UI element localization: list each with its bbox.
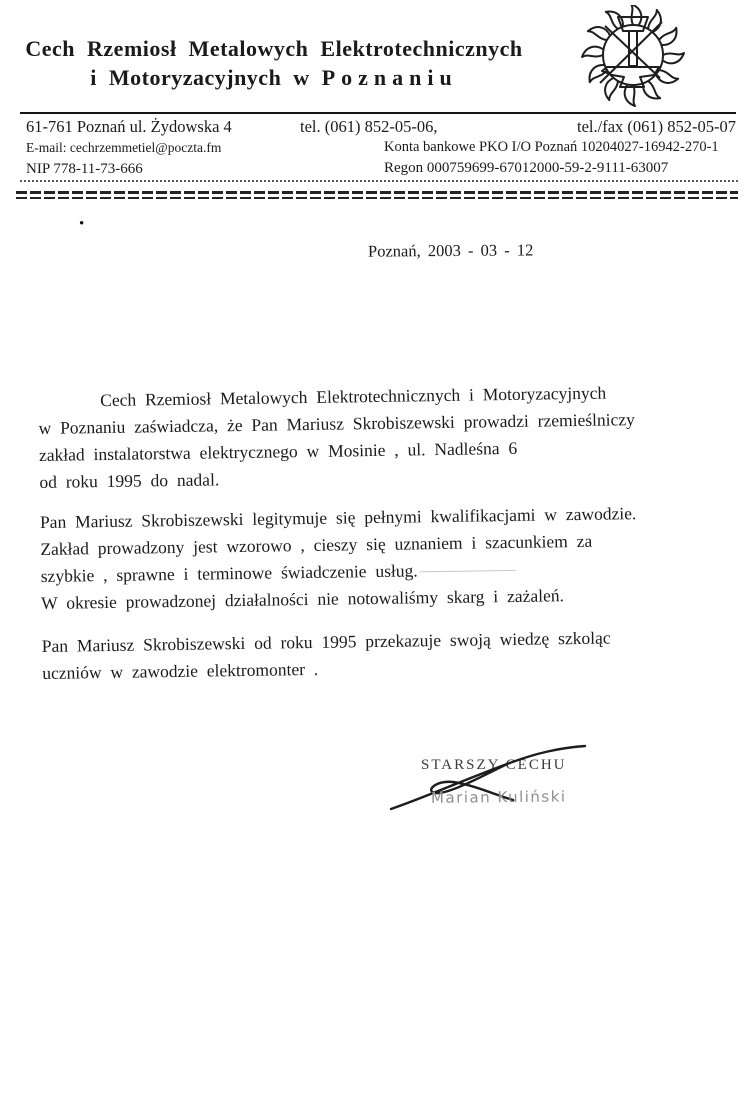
faded-underline [420, 570, 516, 572]
contact-block-left [26, 118, 232, 177]
body-line: szybkie , sprawne i terminowe świadczenie usług. [41, 553, 721, 590]
contact-block-right [300, 118, 736, 177]
signer-role: STARSZY CECHU [421, 757, 567, 773]
body-line: zakład instalatorstwa elektrycznego w Mosinie , ul. Nadleśna 6 [38, 437, 518, 465]
body-line: Zakład prowadzony jest wzorowo , cieszy się uznaniem i szacunkiem za [40, 530, 593, 559]
body-line: W okresie prowadzonej działalności nie notowaliśmy skarg i zażaleń. [41, 585, 565, 613]
organization-title [0, 34, 548, 92]
postal-address: 61-761 Poznań ul. Żydowska 4 [26, 117, 232, 136]
handwritten-signature-icon [381, 737, 601, 830]
email-address: E-mail: cechrzemmetiel@poczta.fm [26, 140, 222, 156]
paragraph-1 [38, 378, 720, 496]
paragraph-3 [42, 623, 723, 687]
body-line: Pan Mariusz Skrobiszewski od roku 1995 przekazuje swoją wiedzę szkoląc [41, 627, 611, 656]
dotted-divider-line [20, 180, 738, 182]
header-divider-line [20, 112, 736, 114]
phone-number: tel. (061) 852-05-06, [300, 117, 438, 136]
fax-number: tel./fax (061) 852-05-07 [577, 117, 736, 136]
body-line: Cech Rzemiosł Metalowych Elektrotechnicznych i Motoryzacyjnych [100, 382, 607, 411]
regon-number: Regon 000759699-67012000-59-2-9111-63007 [384, 160, 669, 177]
stray-ink-dot: • [79, 216, 85, 232]
organization-title-city: Poznaniu [321, 65, 458, 90]
signature-block [421, 757, 601, 806]
date-line: Poznań, 2003 - 03 - 12 [367, 240, 534, 261]
double-dashed-divider [16, 191, 738, 199]
bank-account: Konta bankowe PKO I/O Poznań 10204027-16942-270-1 [384, 139, 719, 156]
signer-name: Marian Kuliński [430, 787, 567, 807]
letter-body [38, 378, 722, 687]
paragraph-2 [40, 499, 722, 617]
body-line: uczniów w zawodzie elektromonter . [42, 658, 319, 683]
body-line: od roku 1995 do nadal. [39, 469, 220, 492]
nip-number: NIP 778-11-73-666 [26, 160, 143, 177]
organization-title-line2: i Motoryzacyjnych w Poznaniu [90, 65, 458, 90]
body-line: Pan Mariusz Skrobiszewski legitymuje się pełnymi kwalifikacjami w zawodzie. [39, 503, 637, 532]
organization-title-line1: Cech Rzemiosł Metalowych Elektrotechnicznych [25, 36, 523, 61]
body-line: w Poznaniu zaświadcza, że Pan Mariusz Skrobiszewski prowadzi rzemieślniczy [38, 409, 635, 438]
guild-crest-icon [572, 5, 694, 107]
flame-ring [582, 5, 684, 106]
phone-row [300, 118, 736, 136]
